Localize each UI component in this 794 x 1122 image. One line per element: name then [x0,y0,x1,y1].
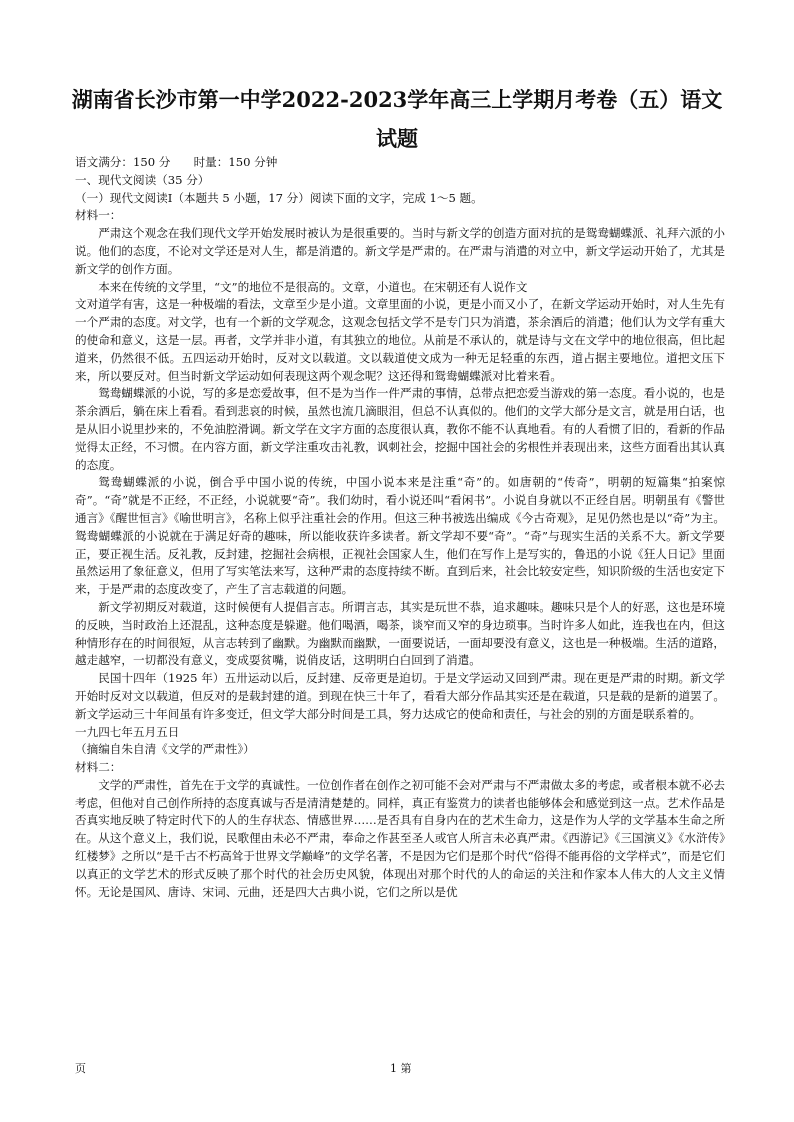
paragraph: 严肃这个观念在我们现代文学开始发展时被认为是很重要的。当时与新文学的创造方面对抗的是鸳鸯蝴蝶派、礼拜六派的小说。他们的态度，不论对文学还是对人生，都是消遣的。新文学是严肃的。在严肃与消遣的对立中，新文学运动开始了，尤其是新文学的创作方面。 [75,226,725,276]
paragraph: 民国十四年（1925 年）五卅运动以后，反封建、反帝更是迫切。于是文学运动又回到严肃。现在更是严肃的时期。新文学开始时反对文以载道，但反对的是载封建的道。到现在快三十年了，看看大部分作品其实还是在载道，只是载的是新的道罢了。新文学运动三十年间虽有许多变迁，但文学大部分时间是工具，努力达成它的使命和责任，与社会的别的方面是联系着的。 [75,671,725,721]
document-body [75,154,725,901]
paragraph: 文学的严肃性，首先在于文学的真诚性。一位创作者在创作之初可能不会对严肃与不严肃做太多的考虑，或者根本就不必去考虑，但他对自己创作所持的态度真诚与否是清清楚楚的。同样，真正有鉴赏力的读者也能够体会和感觉到这一点。艺术作品是否真实地反映了特定时代下的人的生存状态、情感世界……是否具有自身内在的艺术生命力，这是作为人学的文学基本生命之所在。从这个意义上，我们说，民歌俚由未必不严肃，奉命之作甚至圣人或官人所言未必真严肃。《西游记》《三国演义》《水浒传》红楼梦》之所以“是千古不朽高耸于世界文学巅峰”的文学名著，不是因为它们是那个时代“俗得不能再俗的文学样式”，而是它们以真正的文学艺术的形式反映了那个时代的社会历史风貌，体现出对那个时代的人的命运的关注和作家本人伟大的人文主义情怀。无论是国风、唐诗、宋词、元曲，还是四大古典小说，它们之所以是优 [75,777,725,899]
paragraph: 鸳鸯蝴蝶派的小说，写的多是恋爱故事，但不是为当作一件严肃的事情，总带点把恋爱当游戏的第一态度。看小说的，也是茶余酒后，躺在床上看看。看到悲哀的时候，虽然也流几滴眼泪，但总不认真似的。他们的文学大部分是文言，就是用白话，也是从旧小说里抄来的，不免油腔滑调。新文学在文字方面的态度很认真，教你不能不认真地看。有的人看惯了旧的，看新的作品觉得太正经，不习惯。在内容方面，新文学注重攻击礼教，讽刺社会，挖掘中国社会的劣根性并表现出来，这些方面看出其认真的态度。 [75,386,725,472]
document-title: 湖南省长沙市第一中学2022-2023学年高三上学期月考卷（五）语文 [71,87,723,112]
section-heading: 一、现代文阅读（35 分） [75,172,210,187]
paragraph: 新文学初期反对载道，这时候便有人提倡言志。所谓言志，其实是玩世不恭，追求趣味。趣味只是个人的好恶，这也是环境的反映，当时政治上还混乱，这种态度是躲避。他们喝酒，喝茶，谈窄而又窄的身边琐事。当时许多人如此，连我也在内，但这种情形存在的时间很短，从言志转到了幽默。为幽默而幽默，一面要说话，一面却要没有意义，这也是一种极端。生活的道路，越走越窄，一切都没有意义，变成耍贫嘴，说俏皮话，这明明白白回到了消遣。 [75,599,725,668]
source-citation: （摘编自朱自清《文学的严肃性》） [75,742,255,757]
footer-page-label: 页 [75,1062,86,1075]
paragraph: 文对道学有害，这是一种极端的看法，文章至少是小道。文章里面的小说，更是小而又小了，在新文学运动开始时，对人生先有一个严肃的态度。对文学，也有一个新的文学观念，这观念包括文学不是专门只为消遣，茶余酒后的消遣；他们认为文学有重大的使命和意义，这是一层。再者，文学并非小道，有其独立的地位。从前是不承认的，就是诗与文在文学中的地位很高，但比起道来，仍然很不低。五四运动开始时，反对文以载道。文以载道使文成为一种无足轻重的东西，道占据主要地位。道把文压下来，所以要反对。但当时新文学运动如何表现这两个观念呢？这还得和鸳鸯蝴蝶派对比着来看。 [75,297,725,383]
material-label: 材料一： [75,208,122,223]
footer-page-number: 1 第 [390,1062,412,1075]
exam-meta: 语文满分：150 分 时量：150 分钟 [75,155,278,169]
date-line: 一九四七年五月五日 [75,724,180,739]
subsection-heading: （一）现代文阅读Ⅰ（本题共 5 小题，17 分）阅读下面的文字，完成 1～5 题。 [75,190,483,205]
paragraph: 鸳鸯蝴蝶派的小说，倒合乎中国小说的传统，中国小说本来是注重“奇”的。如唐朝的“传奇”，明朝的短篇集“拍案惊奇”。“奇”就是不正经，不正经，小说就要“奇”。我们幼时，看小说还叫“看闲书”。小说自身就以不正经自居。明朝虽有《警世通言》《醒世恒言》《喻世明言》，名称上似乎注重社会的作用。但这三种书被选出编成《今古奇观》，足见仍然也是以“奇”为主。鸳鸯蝴蝶派的小说就在于满足好奇的趣味，所以能收获许多读者。新文学却不要“奇”。“奇”与现实生活的关系不大。新文学要正，要正视生活。反礼教，反封建，挖掘社会病根，正视社会国家人生，他们在写作上是写实的，鲁迅的小说《狂人日记》里面虽然运用了象征意义，但用了写实笔法来写，这种严肃的态度持续不断。直到后来，社会比较安定些，知识阶级的生活也安定下来，于是严肃的态度改变了，产生了言志载道的问题。 [75,475,725,597]
material-label: 材料二： [75,760,122,775]
document-title-continued: 试题 [376,126,418,151]
paragraph: 本来在传统的文学里，“文”的地位不是很高的。文章，小道也。在宋朝还有人说作文 [98,279,528,294]
